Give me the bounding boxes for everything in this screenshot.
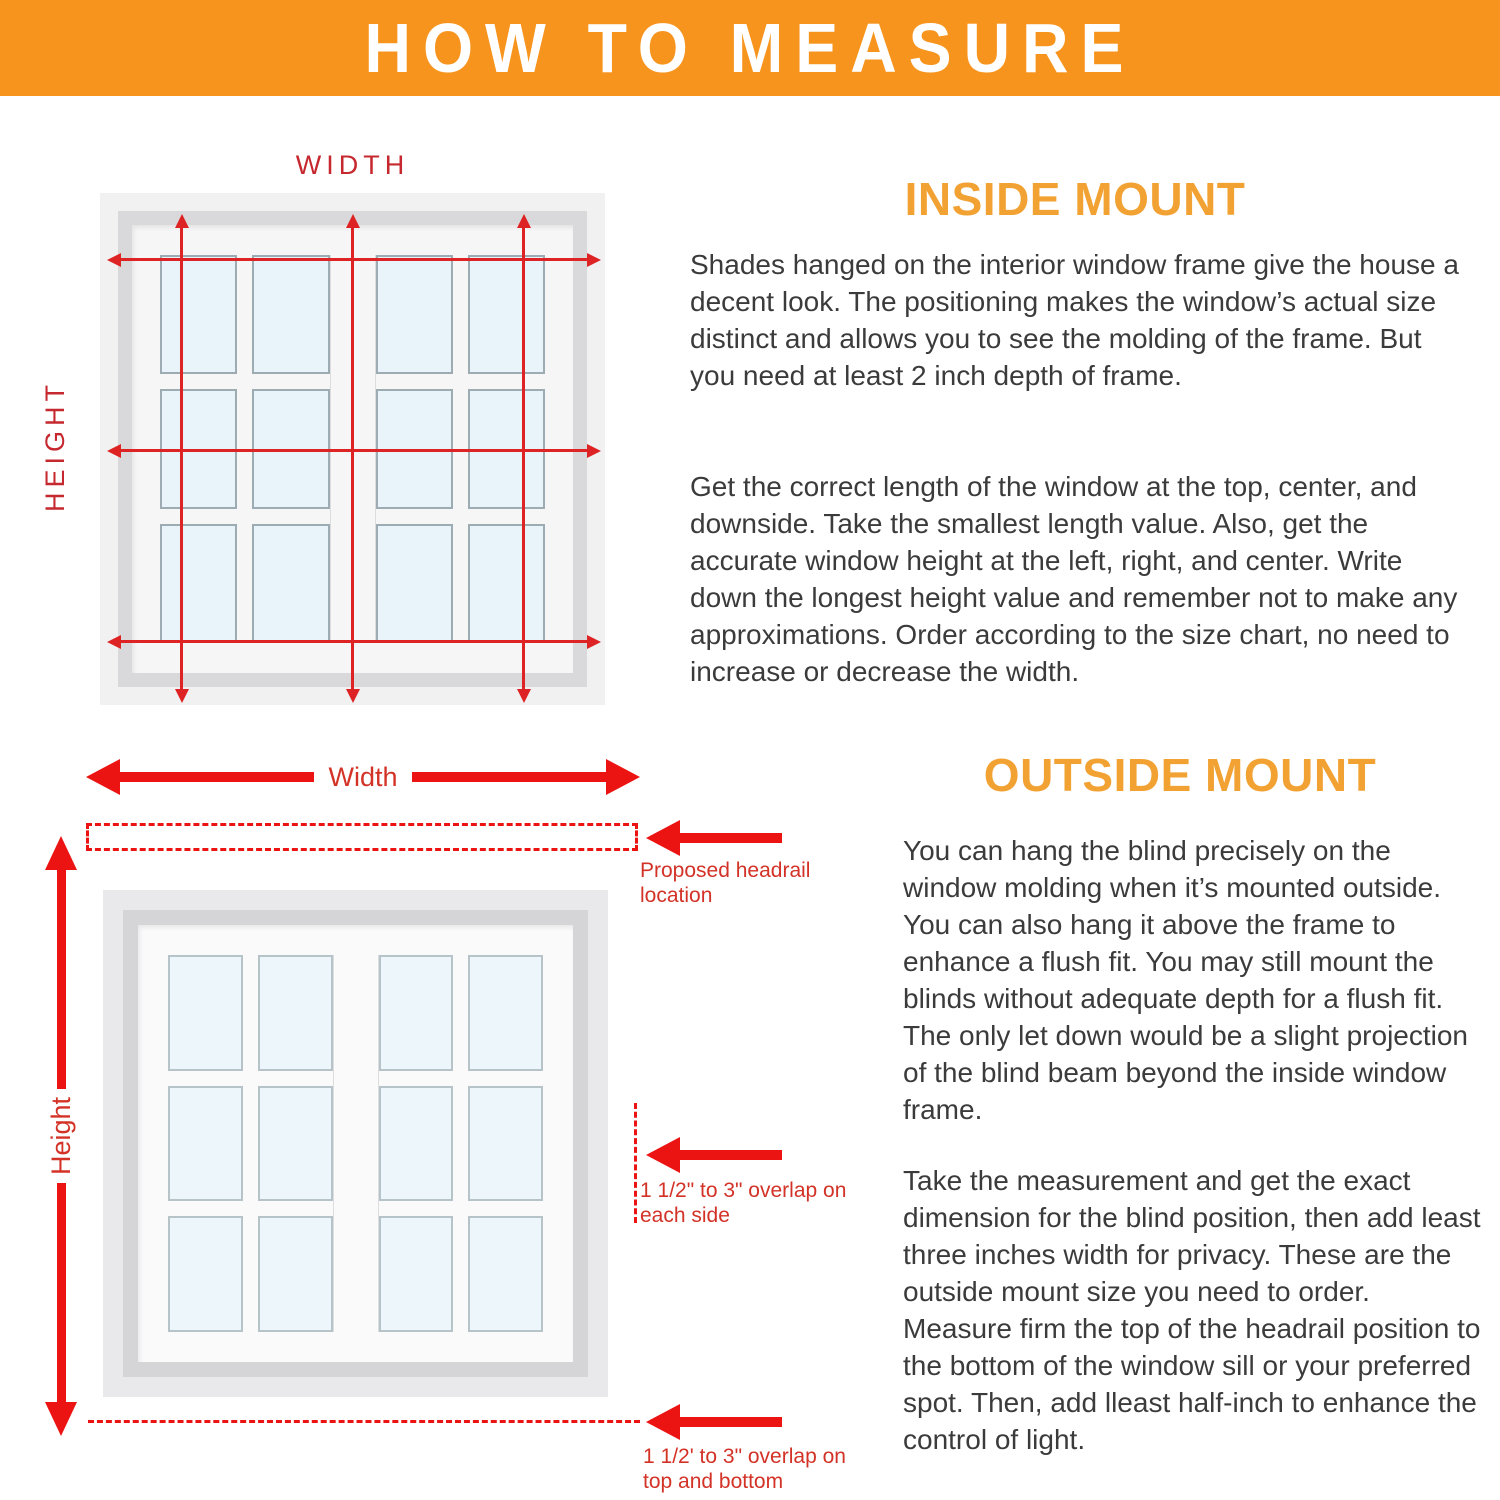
window-pane xyxy=(376,255,453,374)
headrail-pointer-arrow xyxy=(646,820,782,856)
window-panel-left xyxy=(168,955,333,1332)
arrow-shaft xyxy=(57,1183,66,1402)
inside-mount-heading: INSIDE MOUNT xyxy=(904,173,1246,225)
outside-width-label: Width xyxy=(328,761,398,792)
window-pane xyxy=(160,255,237,374)
window-pane xyxy=(379,1086,454,1202)
side-overlap-pointer-arrow xyxy=(646,1137,782,1173)
arrow-shaft xyxy=(676,1417,782,1427)
window-pane xyxy=(168,1086,243,1202)
window-panel-right xyxy=(379,955,544,1332)
arrow-shaft xyxy=(412,772,606,782)
measure-arrow-height-left xyxy=(180,227,183,690)
measure-arrow-height-right xyxy=(522,227,525,690)
side-overlap-guide-line xyxy=(634,1103,637,1223)
window-pane xyxy=(468,1086,543,1202)
window-pane xyxy=(376,524,453,643)
measure-arrow-height-center xyxy=(351,227,354,690)
window-pane xyxy=(252,524,329,643)
arrow-head-up-icon xyxy=(45,836,77,870)
window-pane xyxy=(468,955,543,1071)
window-pane xyxy=(468,1216,543,1332)
window-pane xyxy=(258,955,333,1071)
arrow-head-left-icon xyxy=(86,759,120,795)
outside-height-arrow xyxy=(44,836,78,1436)
outside-mount-paragraph-2: Take the measurement and get the exact dimension for the blind position, then add least three inches width for privacy. These are the outside mount size you need to order. Measure firm the top of the headrail position to the bottom of the window sill or your preferred spot. Then, add lleast half-inch to enhance the control of light. xyxy=(903,1165,1481,1455)
headrail-note: Proposed headrail location xyxy=(640,859,811,907)
outside-mount-paragraph-1: You can hang the blind precisely on the window molding when it’s mounted outside. You can also hang it above the frame to enhance a flush fit. You may still mount the blinds without adequate depth for a flush fit. The only let down would be a slight projection of the blind beam beyond the inside window frame. xyxy=(903,835,1469,1125)
inside-mount-paragraph-1: Shades hanged on the interior window frame give the house a decent look. The positioning makes the window’s actual size distinct and allows you to see the molding of the frame. But you need at least 2 inch depth of frame. xyxy=(690,249,1459,391)
proposed-headrail-outline xyxy=(86,823,638,851)
page-title: HOW TO MEASURE xyxy=(364,9,1136,87)
window-frame-band xyxy=(123,910,588,1377)
bottom-overlap-pointer-arrow xyxy=(646,1404,782,1440)
outside-height-label: Height xyxy=(45,1096,76,1176)
measure-arrow-width-top xyxy=(120,258,588,261)
window-sash xyxy=(138,925,573,1362)
arrow-shaft xyxy=(676,833,782,843)
bottom-overlap-note: 1 1/2' to 3" overlap on top and bottom xyxy=(643,1445,846,1493)
window-pane xyxy=(168,955,243,1071)
window-pane xyxy=(258,1086,333,1202)
arrow-shaft xyxy=(120,772,314,782)
window-pane xyxy=(379,1216,454,1332)
window-center-mullion xyxy=(333,955,379,1332)
window-pane xyxy=(379,955,454,1071)
outside-width-arrow xyxy=(86,759,640,795)
bottom-overlap-guide-line xyxy=(88,1420,640,1423)
window-pane xyxy=(168,1216,243,1332)
arrow-head-down-icon xyxy=(45,1402,77,1436)
arrow-head-right-icon xyxy=(606,759,640,795)
arrow-shaft xyxy=(676,1150,782,1160)
window-panes xyxy=(168,955,543,1332)
window-diagram-outside-mount xyxy=(103,890,608,1397)
measure-arrow-width-bottom xyxy=(120,640,588,643)
window-pane xyxy=(258,1216,333,1332)
inside-width-label: WIDTH xyxy=(295,150,410,180)
header-banner xyxy=(0,0,1500,96)
window-pane xyxy=(160,524,237,643)
arrow-shaft xyxy=(57,870,66,1089)
window-pane xyxy=(252,255,329,374)
window-pane xyxy=(468,524,545,643)
outside-mount-heading: OUTSIDE MOUNT xyxy=(983,749,1377,801)
side-overlap-note: 1 1/2" to 3" overlap on each side xyxy=(640,1179,847,1227)
inside-height-label: HEIGHT xyxy=(40,379,70,512)
window-pane xyxy=(468,255,545,374)
inside-mount-paragraph-2: Get the correct length of the window at the top, center, and downside. Take the smallest length value. Also, get the accurate window height at the left, right, and center. Write down the longest height value and remember not to make any approximations. Order according to the size chart, no need to increase or decrease the width. xyxy=(690,471,1458,687)
measure-arrow-width-center xyxy=(120,449,588,452)
